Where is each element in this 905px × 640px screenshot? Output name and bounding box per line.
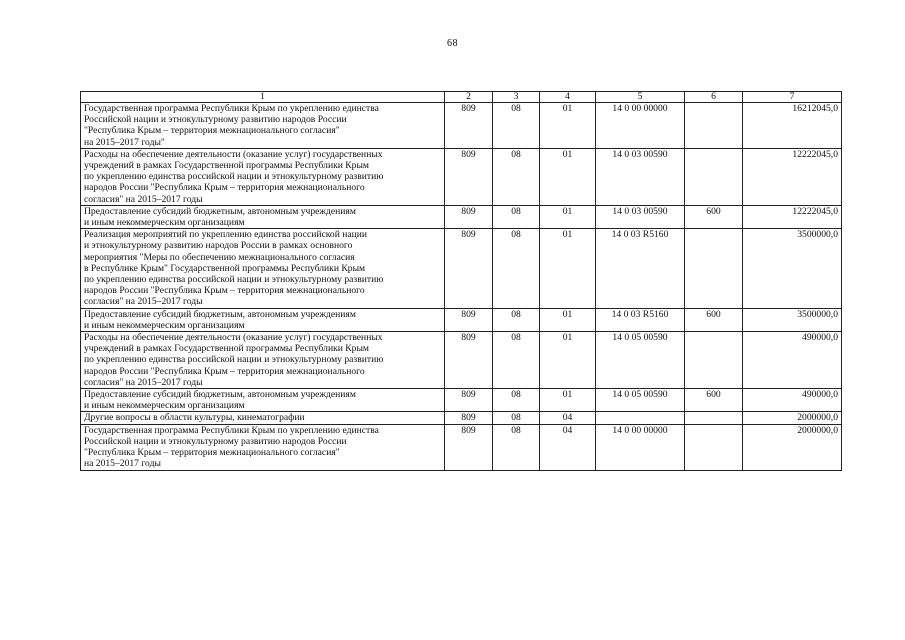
description-line: по укреплению единства российской нации и этнокультурному развитию: [84, 171, 384, 183]
description-line: "Республика Крым – территория межнационального согласия": [84, 125, 340, 137]
code-target-article: 14 0 00 00000: [596, 424, 685, 470]
code-subsection: 01: [540, 103, 596, 149]
code-ministry: 809: [445, 103, 493, 149]
code-section: 08: [493, 389, 540, 412]
code-section: 08: [493, 148, 540, 205]
description-line: по укреплению единства российской нации и этнокультурному развитию: [84, 354, 384, 366]
row-description: [81, 229, 445, 308]
description-line: и иным некоммерческим организациям: [84, 319, 245, 331]
table-row: [81, 332, 842, 389]
budget-table: [80, 91, 842, 471]
description-line: "Республика Крым – территория межнационального согласия": [84, 447, 340, 459]
column-header: 7: [743, 92, 842, 103]
table-row: [81, 205, 842, 228]
table-row: [81, 389, 842, 412]
code-expense-type: [685, 103, 743, 149]
description-line: Предоставление субсидий бюджетным, автономным учреждениям: [84, 308, 356, 320]
code-target-article: 14 0 03 00590: [596, 148, 685, 205]
code-section: 08: [493, 412, 540, 424]
description-line: согласия" на 2015–2017 годы: [84, 296, 203, 308]
code-section: 08: [493, 205, 540, 228]
table-row: [81, 103, 842, 149]
description-line: Расходы на обеспечение деятельности (оказание услуг) государственных: [84, 332, 383, 344]
code-expense-type: [685, 424, 743, 470]
code-ministry: 809: [445, 389, 493, 412]
amount: 490000,0: [743, 389, 842, 412]
table-row: [81, 412, 842, 424]
code-section: 08: [493, 308, 540, 331]
row-description: [81, 412, 445, 424]
code-expense-type: 600: [685, 308, 743, 331]
description-line: Государственная программа Республики Крым по укреплению единства: [84, 424, 379, 436]
code-expense-type: [685, 229, 743, 308]
column-header: 5: [596, 92, 685, 103]
amount: 490000,0: [743, 332, 842, 389]
description-line: Предоставление субсидий бюджетным, автономным учреждениям: [84, 205, 356, 217]
description-line: мероприятия "Меры по обеспечению межнационального согласия: [84, 251, 355, 263]
row-description: [81, 332, 445, 389]
description-line: Реализация мероприятий по укреплению единства российской нации: [84, 229, 368, 241]
code-target-article: 14 0 03 R5160: [596, 229, 685, 308]
column-header-row: [81, 92, 842, 103]
code-target-article: [596, 412, 685, 424]
code-target-article: 14 0 03 R5160: [596, 308, 685, 331]
code-subsection: 01: [540, 389, 596, 412]
description-line: учреждений в рамках Государственной программы Республики Крым: [84, 160, 369, 172]
description-line: и иным некоммерческим организациям: [84, 217, 245, 229]
code-ministry: 809: [445, 148, 493, 205]
description-line: и иным некоммерческим организациям: [84, 400, 245, 412]
description-line: народов России "Республика Крым – территория межнационального: [84, 285, 365, 297]
description-line: Российской нации и этнокультурному развитию народов России: [84, 114, 347, 126]
description-line: по укреплению единства российской нации и этнокультурному развитию: [84, 274, 384, 286]
code-ministry: 809: [445, 424, 493, 470]
amount: 2000000,0: [743, 424, 842, 470]
table-row: [81, 148, 842, 205]
code-subsection: 01: [540, 308, 596, 331]
amount: 12222045,0: [743, 205, 842, 228]
code-ministry: 809: [445, 412, 493, 424]
code-expense-type: [685, 412, 743, 424]
description-line: Государственная программа Республики Крым по укреплению единства: [84, 103, 379, 114]
code-target-article: 14 0 05 00590: [596, 332, 685, 389]
code-section: 08: [493, 103, 540, 149]
amount: 12222045,0: [743, 148, 842, 205]
code-subsection: 04: [540, 424, 596, 470]
code-subsection: 04: [540, 412, 596, 424]
row-description: [81, 103, 445, 149]
amount: 16212045,0: [743, 103, 842, 149]
code-expense-type: [685, 332, 743, 389]
row-description: [81, 308, 445, 331]
table-row: [81, 229, 842, 308]
row-description: [81, 424, 445, 470]
row-description: [81, 389, 445, 412]
code-expense-type: [685, 148, 743, 205]
description-line: Российской нации и этнокультурному развитию народов России: [84, 435, 347, 447]
row-description: [81, 205, 445, 228]
code-expense-type: 600: [685, 205, 743, 228]
description-line: согласия" на 2015–2017 годы: [84, 376, 203, 388]
code-expense-type: 600: [685, 389, 743, 412]
code-subsection: 01: [540, 148, 596, 205]
code-target-article: 14 0 03 00590: [596, 205, 685, 228]
table-row: [81, 308, 842, 331]
code-ministry: 809: [445, 332, 493, 389]
code-target-article: 14 0 05 00590: [596, 389, 685, 412]
code-section: 08: [493, 424, 540, 470]
code-target-article: 14 0 00 00000: [596, 103, 685, 149]
column-header: 4: [540, 92, 596, 103]
description-line: Другие вопросы в области культуры, кинематографии: [84, 412, 305, 424]
code-section: 08: [493, 229, 540, 308]
row-description: [81, 148, 445, 205]
amount: 3500000,0: [743, 229, 842, 308]
description-line: Расходы на обеспечение деятельности (оказание услуг) государственных: [84, 148, 383, 160]
amount: 2000000,0: [743, 412, 842, 424]
description-line: народов России "Республика Крым – территория межнационального: [84, 182, 365, 194]
description-line: народов России "Республика Крым – территория межнационального: [84, 365, 365, 377]
table-body: [81, 103, 842, 471]
column-header: 6: [685, 92, 743, 103]
column-header: 3: [493, 92, 540, 103]
description-line: согласия" на 2015–2017 годы: [84, 193, 203, 205]
column-header: 1: [81, 92, 445, 103]
table-row: [81, 424, 842, 470]
description-line: учреждений в рамках Государственной программы Республики Крым: [84, 343, 369, 355]
description-line: Предоставление субсидий бюджетным, автономным учреждениям: [84, 389, 356, 401]
code-ministry: 809: [445, 308, 493, 331]
code-subsection: 01: [540, 332, 596, 389]
description-line: на 2015–2017 годы": [84, 136, 165, 148]
code-section: 08: [493, 332, 540, 389]
description-line: и этнокультурному развитию народов России в рамках основного: [84, 240, 353, 252]
page-number: 68: [447, 38, 458, 49]
description-line: на 2015–2017 годы: [84, 458, 161, 470]
column-header: 2: [445, 92, 493, 103]
code-subsection: 01: [540, 229, 596, 308]
description-line: в Республике Крым" Государственной программы Республики Крым: [84, 262, 366, 274]
amount: 3500000,0: [743, 308, 842, 331]
code-ministry: 809: [445, 229, 493, 308]
code-subsection: 01: [540, 205, 596, 228]
code-ministry: 809: [445, 205, 493, 228]
